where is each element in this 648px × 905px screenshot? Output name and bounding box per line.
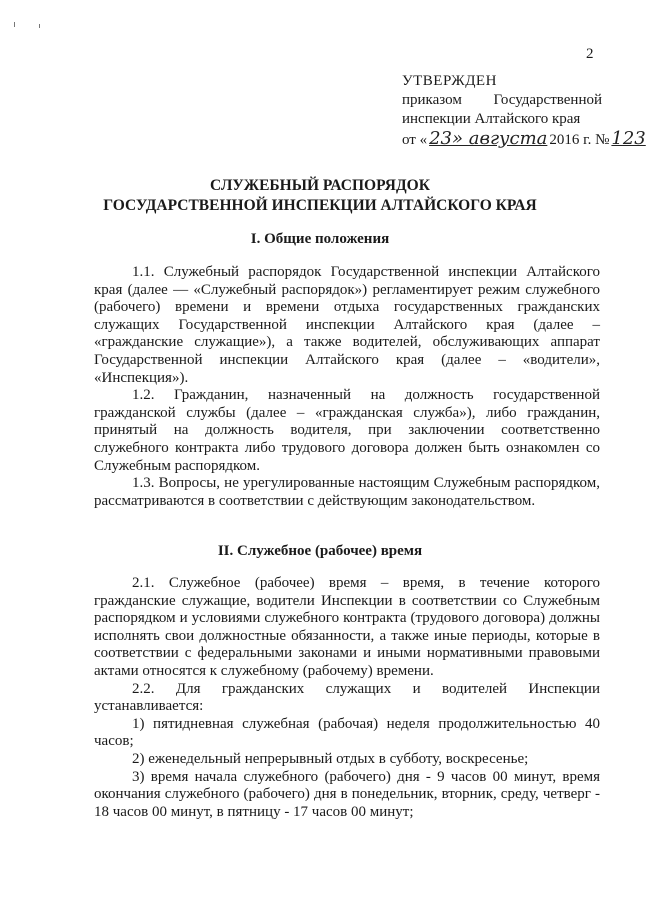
approval-stamp: [402, 72, 646, 150]
paragraph-2-1: 2.1. Служебное (рабочее) время – время, в течение которого гражданские служащие, водители Инспекции в соответствии со Служебным распорядком и условиями служебного контракта (трудового договора) должны исполнять свои должностные обязанности, а также иные периоды, которые в соответствии с федеральными законами и иными нормативными правовыми актами относятся к служебному (рабочему) времени.: [94, 575, 600, 679]
approval-issuer: инспекции Алтайского края: [402, 111, 581, 127]
scan-mark: [39, 24, 40, 28]
scan-mark: [14, 22, 15, 27]
section-heading-general: I. Общие положения: [250, 231, 390, 247]
paragraph-1-1: 1.1. Служебный распорядок Государственной инспекции Алтайского края (далее — «Служебный распорядок») регламентирует режим служебного (рабочего) времени и времени отдыха государственных гражданских служащих Государственной инспекции Алтайского края (далее – «гражданские служащие»), а также водителей, обслуживающих аппарат Государственной инспекции Алтайского края (далее – «водители», «Инспекция»).: [94, 264, 600, 386]
approval-issuer-word: Государственной: [493, 92, 602, 108]
document-title-line2: ГОСУДАРСТВЕННОЙ ИНСПЕКЦИИ АЛТАЙСКОГО КРАЯ: [103, 197, 537, 214]
date-year: 2016 г.: [549, 132, 592, 148]
handwritten-date: 23» августа: [429, 128, 548, 149]
paragraph-1-3: 1.3. Вопросы, не урегулированные настоящим Служебным распорядком, рассматриваются в соответствии с действующим законодательством.: [94, 475, 600, 509]
approval-title: УТВЕРЖДЕН: [402, 73, 497, 89]
approval-line-order: [402, 91, 602, 110]
number-prefix: №: [595, 132, 610, 148]
list-item-2: 2) еженедельный непрерывный отдых в субботу, воскресенье;: [132, 750, 529, 767]
document-title-line1: СЛУЖЕБНЫЙ РАСПОРЯДОК: [210, 177, 430, 194]
date-prefix: от «: [402, 132, 428, 148]
section-heading-work-time: II. Служебное (рабочее) время: [217, 543, 423, 559]
page-number: 2: [586, 46, 594, 62]
document-title: [0, 176, 640, 216]
list-item-1: 1) пятидневная служебная (рабочая) неделя продолжительностью 40 часов;: [94, 715, 600, 750]
approval-date-line: [402, 128, 646, 150]
approval-order-word: приказом: [402, 92, 462, 108]
handwritten-number: 123: [611, 128, 646, 149]
paragraph-2-2: 2.2. Для гражданских служащих и водителей Инспекции устанавливается:: [94, 680, 600, 715]
section-work-time-body: [94, 575, 600, 821]
paragraph-1-2: 1.2. Гражданин, назначенный на должность государственной гражданской службы (далее – «гражданская служба»), либо гражданин, принятый на должность водителя, при заключении соответственно служебного контракта либо трудового договора должен быть ознакомлен со Служебным распорядком.: [94, 387, 600, 474]
section-general-body: [94, 264, 600, 510]
list-item-3: 3) время начала служебного (рабочего) дня - 9 часов 00 минут, время окончания служебного (рабочего) дня в понедельник, вторник, среду, четверг - 18 часов 00 минут, в пятницу - 17 часов 00 минут;: [94, 768, 600, 820]
